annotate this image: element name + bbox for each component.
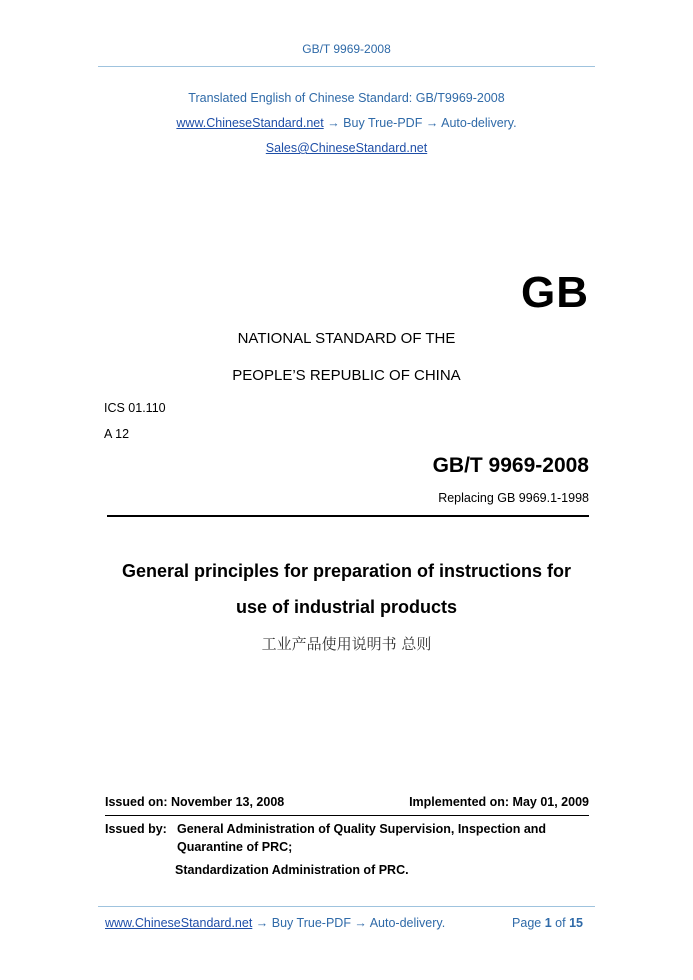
standard-number: GB/T 9969-2008	[432, 454, 589, 477]
dates-divider	[105, 815, 589, 816]
replacing-note: Replacing GB 9969.1-1998	[438, 491, 589, 505]
national-standard-line1: NATIONAL STANDARD OF THE	[237, 330, 456, 347]
running-header: GB/T 9969-2008	[302, 42, 391, 56]
issued-by-line2: Quarantine of PRC;	[177, 840, 293, 854]
email-link[interactable]: Sales@ChineseStandard.net	[265, 141, 428, 155]
implemented-on: Implemented on: May 01, 2009	[409, 795, 589, 809]
issued-by-label: Issued by:	[105, 822, 167, 836]
issued-by-line3: Standardization Administration of PRC.	[175, 863, 409, 877]
title-divider	[107, 515, 589, 517]
footer-site-link[interactable]: www.ChineseStandard.net	[105, 916, 253, 930]
promo-line: Translated English of Chinese Standard: GB/T9969-2008	[188, 91, 505, 105]
ics-code: ICS 01.110	[104, 401, 166, 415]
class-code: A 12	[104, 427, 130, 441]
issued-by-line1: General Administration of Quality Supervision, Inspection and	[177, 822, 547, 836]
header-divider	[98, 66, 595, 67]
email-line	[0, 141, 693, 155]
buy-text: → Buy True-PDF → Auto-delivery.	[327, 116, 517, 130]
site-link[interactable]: www.ChineseStandard.net	[176, 116, 324, 130]
footer-buy-text: → Buy True-PDF → Auto-delivery.	[255, 916, 446, 930]
page-total: 15	[569, 916, 583, 930]
page-of: of	[555, 916, 566, 930]
title-line1: General principles for preparation of instructions for	[121, 561, 572, 581]
page-current: 1	[544, 916, 552, 930]
chinese-title: 工业产品使用说明书 总则	[261, 635, 432, 653]
gb-logo: GB	[521, 268, 589, 317]
issued-on: Issued on: November 13, 2008	[105, 795, 285, 809]
title-line2: use of industrial products	[235, 597, 458, 617]
footer-divider	[98, 906, 595, 907]
national-standard-line2: PEOPLE’S REPUBLIC OF CHINA	[232, 367, 461, 384]
page-label: Page	[512, 916, 542, 930]
page-indicator	[512, 916, 583, 930]
promo-buy-line	[0, 116, 693, 130]
footer-buy-line	[105, 916, 445, 930]
